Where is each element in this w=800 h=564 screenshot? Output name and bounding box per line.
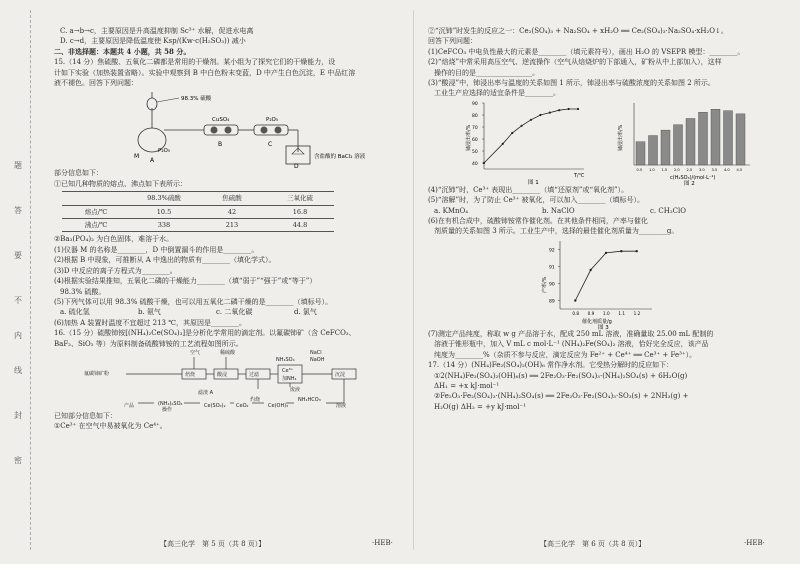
chart2-bar xyxy=(661,130,670,165)
section-title: 二、非选择题：本题共 4 小题，共 58 分。 xyxy=(54,46,191,56)
chart3-tick-label: 89 xyxy=(549,299,555,305)
option-line: C. a→b→c，主要原因是升高温度抑制 Sc³⁺ 水解，促进水电离 xyxy=(60,27,254,35)
chart2-tick-label: 3.5 xyxy=(711,167,718,172)
binding-gutter xyxy=(10,0,32,564)
question-line: (1)CeFCO₃ 中电负性最大的元素是________（填元素符号），画出 H₂O 的 VSEPR 模型：________。 xyxy=(428,47,745,56)
chart1-tick-label: 70 xyxy=(472,125,478,131)
chart1-tick-label: 60 xyxy=(472,137,478,143)
chart3-wrap xyxy=(428,237,773,329)
chart3-tick-label: 90 xyxy=(549,282,555,288)
question-line: (3)“酸浸”中，铈浸出率与温度的关系如图 1 所示，铈浸出率与硫酸浓度的关系如图 2 所示。 xyxy=(428,79,715,88)
chart1-tick-label: 80 xyxy=(472,113,478,119)
question-line: 液不褪色。回答下列问题： xyxy=(54,79,138,88)
table-row xyxy=(62,219,334,232)
flow-waste: 废液 xyxy=(290,386,301,393)
process-flow-diagram xyxy=(54,349,394,411)
table-cell: 16.8 xyxy=(266,205,334,218)
chart2-bar xyxy=(724,111,733,165)
chart3-xtick-label: 0.8 xyxy=(572,310,580,316)
options-row xyxy=(428,206,773,216)
table-cell: 42 xyxy=(198,205,266,218)
chart2-bar xyxy=(736,114,745,165)
chart2-bar xyxy=(636,142,645,165)
flow-air: 空气 xyxy=(190,349,201,356)
chart2-tick-label: 4.0 xyxy=(724,167,730,172)
chart2-bar xyxy=(686,118,695,165)
question-line: ②“沉铈”时发生的反应之一：Ce₂(SO₄)₃ + Na₂SO₄ + xH₂O ══ Ce₂(SO₄)₃·Na₂SO₄·xH₂O↓。 xyxy=(428,27,728,35)
chart3-tick-label: 91 xyxy=(549,265,555,271)
chart3-point xyxy=(589,269,591,271)
chart1-point xyxy=(511,132,513,134)
gutter-char: 答 xyxy=(14,206,22,215)
gutter-char: 密 xyxy=(14,456,22,465)
flow-ceo2: CeO₂ xyxy=(236,402,249,409)
label-bacl2: 含盐酸的 BaCl₂ 溶液 xyxy=(314,154,366,161)
flow-nh4hco3: NH₄HCO₃ xyxy=(298,396,321,403)
chart1-point xyxy=(530,119,532,121)
chart3-xtick-label: 1.2 xyxy=(633,310,641,316)
gutter-char: 题 xyxy=(14,161,22,170)
chart2-caption: 图 2 xyxy=(684,180,695,187)
flow-ce3: Ce³⁺ xyxy=(282,367,294,374)
question-line: (5)下列气体可以用 98.3% 硫酸干燥，也可以用五氧化二磷干燥的是________（填标号）。 xyxy=(54,297,333,306)
chart1-point xyxy=(502,143,504,145)
footer-right-code: ·HEB· xyxy=(744,539,765,547)
chart2-bar xyxy=(674,125,683,165)
chart2-tick-label: 2.5 xyxy=(686,167,693,172)
footer-right: 【高三化学 第 6 页（共 8 页）】 xyxy=(540,540,646,548)
question-line: (3)D 中反应的离子方程式为________。 xyxy=(54,266,177,275)
label-m: M xyxy=(134,153,140,161)
chart1-xlabel: T/℃ xyxy=(574,172,585,179)
chart1-point xyxy=(539,114,541,116)
gutter-char: 封 xyxy=(14,411,22,420)
flow-ore: 氟碳铈矿粉 xyxy=(84,370,110,377)
chart3-point xyxy=(620,250,622,252)
gutter-char: 线 xyxy=(14,366,22,375)
known-line: ①Ce³⁺ 在空气中易被氧化为 Ce⁴⁺。 xyxy=(54,422,167,431)
chart2-xlabel: c(H₂SO₄)/(mol·L⁻¹) xyxy=(670,174,716,181)
equation-line: ΔH₁ = +x kJ·mol⁻¹ xyxy=(434,381,500,390)
table-row xyxy=(62,205,334,218)
question-line: (4)“沉铈”时，Ce³⁺ 表现出________（填“还原剂”或“氧化剂”）。 xyxy=(428,185,629,194)
chart-temperature xyxy=(462,99,592,185)
footer-left: 【高三化学 第 5 页（共 8 页）】 xyxy=(160,540,266,548)
question-line: (7)测定产品纯度，称取 w g 产品溶于水，配成 250 mL 溶液，准确量取 25.00 mL 配制的 xyxy=(428,329,714,338)
label-acid: 98.3% 硫酸 xyxy=(181,96,212,103)
label-p2o5-c: P₂O₅ xyxy=(266,117,279,124)
binding-line xyxy=(30,10,31,550)
question-line: (5)“溶解”时，为了防止 Ce³⁺ 被氧化，可以加入________（填标号）。 xyxy=(428,196,645,205)
option-d: d. 氯气 xyxy=(294,308,317,317)
chart-catalyst xyxy=(538,237,658,329)
table-header: 三氧化硫 xyxy=(266,192,334,205)
chart3-caption: 图 3 xyxy=(598,324,609,331)
left-page xyxy=(54,26,394,432)
chart3-point xyxy=(635,250,637,252)
chart1-point xyxy=(558,109,560,111)
option-a: a. 硫化氢 xyxy=(60,308,90,317)
table-cell: 沸点/℃ xyxy=(62,219,130,232)
chart2-tick-label: 4.5 xyxy=(736,167,743,172)
page-divider xyxy=(413,10,414,550)
charts-row xyxy=(428,99,773,185)
flow-sol: 溶液 xyxy=(336,402,347,409)
info-title: 部分信息如下： xyxy=(54,169,103,178)
chart2-ylabel: 铈浸出率/% xyxy=(618,124,624,151)
equation-line: H₂O(g) ΔH₂ = +y kJ·mol⁻¹ xyxy=(434,402,527,411)
options-row xyxy=(54,307,394,317)
chart2-tick-label: 3.0 xyxy=(699,167,705,172)
question-line: 16.（15 分）硫酸铈铵[(NH₄)₂Ce(SO₄)₃]是分析化学常用的滴定剂。以氟碳铈矿（含 CeFCO₃、 xyxy=(54,329,356,338)
chart2-bar xyxy=(649,135,658,164)
chart3-point xyxy=(574,299,576,301)
table-header xyxy=(62,192,130,205)
chart1-tick-label: 40 xyxy=(472,161,478,167)
chart1-tick-label: 50 xyxy=(472,149,478,155)
gutter-char: 要 xyxy=(14,251,22,260)
question-line: 操作的目的是________________。 xyxy=(434,68,539,77)
question-line: 17.（14 分）(NH₄)Fe₂(SO₄)₂(OH)₆ 常作净水剂。它受热分解时的反应如下： xyxy=(428,361,674,370)
question-line: 15.（14 分）焦硫酸、五氧化二磷都是常用的干燥剂。某小组为了探究它们的干燥能力，设 xyxy=(54,58,336,67)
table-cell: 338 xyxy=(130,219,198,232)
chart1-ylabel: 铈浸出率/% xyxy=(466,124,472,151)
flow-filter: 过滤 xyxy=(249,371,260,378)
question-line: 溶液于锥形瓶中，加入 V mL c mol·L⁻¹ (NH₄)₂Fe(SO₄)₂ 溶液，恰好完全反应，该产品 xyxy=(434,340,709,349)
table-cell: 213 xyxy=(198,219,266,232)
chart3-xlabel: 催化剂质量/g xyxy=(582,318,612,325)
chart2-bar xyxy=(711,109,720,165)
question-line: 回答下列问题： xyxy=(428,37,477,46)
question-line: (2)“焙烧”中常采用高压空气、逆流操作（空气从焙烧炉的下部通入，矿粉从中上部加入），这样 xyxy=(428,58,722,67)
flow-product: 产品 xyxy=(124,402,135,409)
chart1-caption: 图 1 xyxy=(528,179,539,186)
question-line: ②Ba₃(PO₄)₂ 为白色固体，难溶于水。 xyxy=(54,235,174,244)
flow-ce-so4: Ce(SO₄)₂ xyxy=(204,402,226,409)
chart3-xtick-label: 0.9 xyxy=(587,310,595,316)
chart1-tick-label: 90 xyxy=(472,101,478,107)
table-cell: 44.8 xyxy=(266,219,334,232)
chart-acid-concentration xyxy=(614,99,754,185)
flow-acid: 酸浸 xyxy=(217,371,228,378)
chart2-tick-label: 1.5 xyxy=(661,167,668,172)
flow-prec: 沉淀 xyxy=(335,371,346,378)
chart3-xtick-label: 1.0 xyxy=(603,310,610,316)
flow-h2so4: 稀硫酸 xyxy=(220,349,236,356)
label-a: A xyxy=(150,157,155,165)
known-title: 已知部分信息如下： xyxy=(54,411,117,420)
label-c: C xyxy=(268,141,273,149)
question-line: (6)加热 A 装置时温度不宜超过 213 ℃，其原因是________。 xyxy=(54,318,247,327)
option-b: b. 氨气 xyxy=(138,308,161,317)
table-header: 98.3%硫酸 xyxy=(130,192,198,205)
flow-calc: 灼烧 xyxy=(250,396,261,403)
option-a: a. KMnO₄ xyxy=(434,206,469,215)
properties-table xyxy=(62,191,334,232)
info-line: ①已知几种物质的熔点、沸点如下表所示： xyxy=(54,179,187,188)
label-p2o5-a: P₂O₅ xyxy=(158,148,171,155)
option-c: c. CH₂ClO xyxy=(650,206,686,215)
flow-naoh: NaOH xyxy=(310,356,325,363)
question-line: 计如下实验（加热装置省略）。实验中观察到 B 中白色粉末变蓝，D 中产生白色沉淀，E 中品红溶 xyxy=(54,68,356,77)
footer-left-code: ·HEB· xyxy=(372,539,393,547)
chart2-bar xyxy=(699,112,708,165)
label-b: B xyxy=(218,141,223,149)
flow-crystal: (NH₄)₂SO₄ xyxy=(158,400,183,407)
question-line: (6)在有机合成中，硫酸铈铵常作催化剂。在其他条件相同，产率与催化 xyxy=(428,217,648,226)
equation-line: ①2(NH₄)Fe₃(SO₄)₂(OH)₆(s) ══ 2Fe₂O₃·Fe₂(SO₄)₃·(NH₄)₂SO₄(s) + 6H₂O(g) xyxy=(434,371,688,380)
flow-op: 操作 xyxy=(162,406,173,413)
flow-roast: 焙烧 xyxy=(185,371,196,378)
label-d: D xyxy=(294,163,299,171)
option-line: D. c→d，主要原因是降低温度使 Ksp/(Kw·c(H₂SO₃)) 减小 xyxy=(60,37,246,46)
table-cell: 熔点/℃ xyxy=(62,205,130,218)
chart1-point xyxy=(549,111,551,113)
gutter-char: 内 xyxy=(14,331,22,340)
option-c: c. 二氧化碳 xyxy=(216,308,253,317)
chart3-ylabel: 产率/% xyxy=(542,276,548,293)
question-line: 剂质量的关系如图 3 所示。工业生产中，选择的最佳催化剂质量为________g。 xyxy=(434,227,679,236)
chart1-point xyxy=(483,162,485,164)
chart3-xtick-label: 1.1 xyxy=(618,310,626,316)
chart2-tick-label: 1.0 xyxy=(649,167,655,172)
question-line: 纯度为________%（杂质不参与反应，滴定反应为 Fe²⁺ + Ce⁴⁺ ══ Ce³⁺ + Fe³⁺）。 xyxy=(434,350,697,359)
gutter-char: 不 xyxy=(14,296,22,305)
question-line: (1)仪器 M 的名称是________，D 中倒置漏斗的作用是________。 xyxy=(54,245,259,254)
table-header: 焦硫酸 xyxy=(198,192,266,205)
flow-nacl: NaCl xyxy=(310,349,322,356)
flow-ceoh: Ce(OH)₃ xyxy=(268,402,289,409)
question-line: (2)根据 B 中现象，可推断从 A 中逸出的物质有________（填化学式）。 xyxy=(54,256,276,265)
question-line: BaF₂、SiO₂ 等）为原料制备硫酸铈铵的工艺流程如图所示。 xyxy=(54,339,243,348)
question-line: (4)根据实验结果推知，五氧化二磷的干燥能力________（填“弱于”“强于”或“等于”） xyxy=(54,277,317,286)
chart1-point xyxy=(568,108,570,110)
flow-nhso4: NH₄SO₄ xyxy=(276,356,295,363)
right-page xyxy=(428,26,773,412)
chart3-point xyxy=(605,252,607,254)
chart3-tick-label: 92 xyxy=(549,248,555,254)
table-header-row xyxy=(62,192,334,205)
chart2-tick-label: 0.5 xyxy=(636,167,643,172)
table-cell: 10.5 xyxy=(130,205,198,218)
option-b: b. NaClO xyxy=(542,206,575,215)
question-line: 98.3% 硫酸。 xyxy=(60,287,106,296)
apparatus-figure xyxy=(54,88,394,171)
flow-ammon: 加NH₄ xyxy=(282,375,297,382)
flow-residue: 滤渣 A xyxy=(198,389,214,396)
chart1-point xyxy=(577,108,579,110)
chart2-tick-label: 2.0 xyxy=(674,167,680,172)
question-line: 工业生产应选择的适宜条件是________。 xyxy=(434,89,560,98)
equation-line: ②Fe₂O₃·Fe₂(SO₄)₃·(NH₄)₂SO₄(s) ══ 2Fe₂O₃·Fe₂(SO₄)₃·SO₃(s) + 2NH₃(g) + xyxy=(434,392,689,401)
chart1-point xyxy=(521,125,523,127)
label-cuso4: CuSO₄ xyxy=(212,117,230,124)
